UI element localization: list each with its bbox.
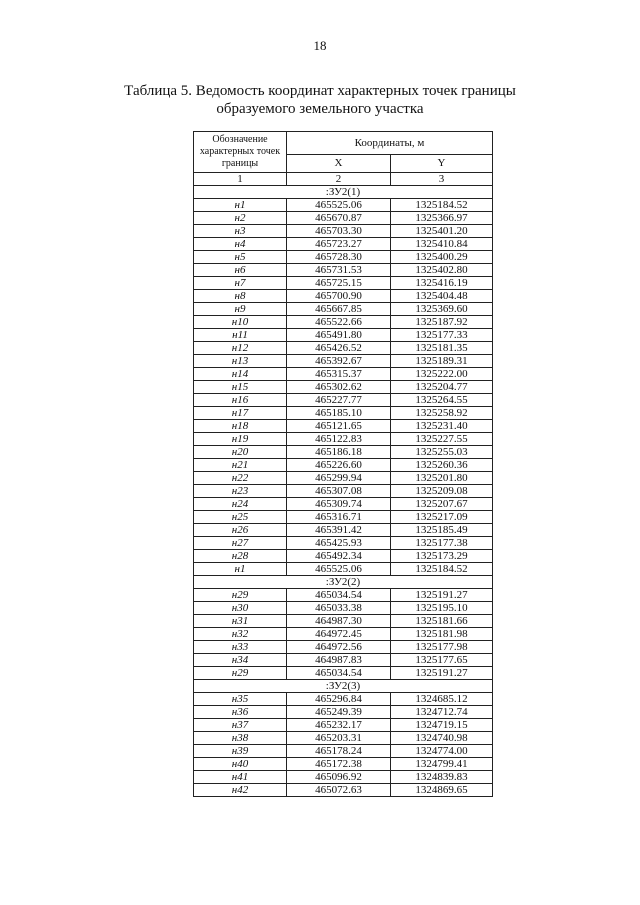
section-label: :ЗУ2(3) (194, 680, 493, 693)
table-row (194, 641, 493, 654)
point-label-cell: н2 (194, 212, 287, 225)
x-coordinate-cell: 465122.83 (287, 433, 391, 446)
point-label-cell: н42 (194, 784, 287, 797)
y-coordinate-cell: 1325401.20 (391, 225, 493, 238)
point-label-cell: н21 (194, 459, 287, 472)
table-row (194, 615, 493, 628)
x-coordinate-cell: 465227.77 (287, 394, 391, 407)
point-label-cell: н13 (194, 355, 287, 368)
x-coordinate-cell: 465491.80 (287, 329, 391, 342)
table-header (194, 132, 493, 186)
y-coordinate-cell: 1325369.60 (391, 303, 493, 316)
y-coordinate-cell: 1325191.27 (391, 589, 493, 602)
y-coordinate-cell: 1325187.92 (391, 316, 493, 329)
x-coordinate-cell: 465309.74 (287, 498, 391, 511)
table-row (194, 745, 493, 758)
x-coordinate-cell: 465203.31 (287, 732, 391, 745)
table-row (194, 355, 493, 368)
x-coordinate-cell: 465391.42 (287, 524, 391, 537)
x-coordinate-cell: 465728.30 (287, 251, 391, 264)
y-coordinate-cell: 1325181.98 (391, 628, 493, 641)
y-coordinate-cell: 1325416.19 (391, 277, 493, 290)
y-coordinate-cell: 1324712.74 (391, 706, 493, 719)
table-row (194, 719, 493, 732)
x-coordinate-cell: 465302.62 (287, 381, 391, 394)
x-coordinate-cell: 465186.18 (287, 446, 391, 459)
point-label-cell: н16 (194, 394, 287, 407)
x-coordinate-cell: 465299.94 (287, 472, 391, 485)
point-label-cell: н24 (194, 498, 287, 511)
table-row (194, 290, 493, 303)
x-coordinate-cell: 465034.54 (287, 589, 391, 602)
table-row (194, 368, 493, 381)
table-row (194, 446, 493, 459)
table-row (194, 264, 493, 277)
table-row (194, 329, 493, 342)
y-coordinate-cell: 1325181.66 (391, 615, 493, 628)
x-coordinate-cell: 465316.71 (287, 511, 391, 524)
y-coordinate-cell: 1324685.12 (391, 693, 493, 706)
y-coordinate-cell: 1325366.97 (391, 212, 493, 225)
table-row (194, 303, 493, 316)
y-coordinate-cell: 1325181.35 (391, 342, 493, 355)
x-coordinate-cell: 464987.83 (287, 654, 391, 667)
table-title-line-2: образуемого земельного участка (216, 101, 424, 117)
point-label-cell: н34 (194, 654, 287, 667)
table-row (194, 485, 493, 498)
point-label-cell: н6 (194, 264, 287, 277)
x-coordinate-cell: 465178.24 (287, 745, 391, 758)
point-label-cell: н8 (194, 290, 287, 303)
point-label-cell: н20 (194, 446, 287, 459)
y-coordinate-cell: 1324740.98 (391, 732, 493, 745)
y-coordinate-cell: 1325191.27 (391, 667, 493, 680)
point-label-cell: н30 (194, 602, 287, 615)
y-coordinate-cell: 1325264.55 (391, 394, 493, 407)
table-title (0, 82, 640, 118)
point-label-cell: н25 (194, 511, 287, 524)
y-coordinate-cell: 1325227.55 (391, 433, 493, 446)
x-coordinate-cell: 465033.38 (287, 602, 391, 615)
section-row (194, 680, 493, 693)
y-coordinate-cell: 1324839.83 (391, 771, 493, 784)
table-row (194, 433, 493, 446)
y-coordinate-cell: 1325410.84 (391, 238, 493, 251)
table-row (194, 667, 493, 680)
y-coordinate-cell: 1325201.80 (391, 472, 493, 485)
header-col-number: 1 (194, 173, 287, 186)
table-row (194, 589, 493, 602)
y-coordinate-cell: 1325184.52 (391, 199, 493, 212)
x-coordinate-cell: 465307.08 (287, 485, 391, 498)
point-label-cell: н19 (194, 433, 287, 446)
table-row (194, 550, 493, 563)
y-coordinate-cell: 1325400.29 (391, 251, 493, 264)
table-row (194, 784, 493, 797)
x-coordinate-cell: 465425.93 (287, 537, 391, 550)
y-coordinate-cell: 1325173.29 (391, 550, 493, 563)
x-coordinate-cell: 465034.54 (287, 667, 391, 680)
point-label-cell: н29 (194, 667, 287, 680)
table-row (194, 199, 493, 212)
point-label-cell: н18 (194, 420, 287, 433)
x-coordinate-cell: 465072.63 (287, 784, 391, 797)
header-point-label: Обозначение характерных точек границы (194, 132, 287, 173)
x-coordinate-cell: 465525.06 (287, 199, 391, 212)
table-row (194, 498, 493, 511)
table-row (194, 602, 493, 615)
x-coordinate-cell: 465522.66 (287, 316, 391, 329)
header-coords-label: Координаты, м (287, 132, 493, 155)
point-label-cell: н4 (194, 238, 287, 251)
x-coordinate-cell: 465296.84 (287, 693, 391, 706)
table-body (194, 186, 493, 797)
point-label-cell: н32 (194, 628, 287, 641)
y-coordinate-cell: 1325207.67 (391, 498, 493, 511)
point-label-cell: н39 (194, 745, 287, 758)
x-coordinate-cell: 465426.52 (287, 342, 391, 355)
table-title-line-1: Таблица 5. Ведомость координат характерных точек границы (124, 83, 516, 99)
point-label-cell: н29 (194, 589, 287, 602)
x-coordinate-cell: 465096.92 (287, 771, 391, 784)
section-row (194, 186, 493, 199)
point-label-cell: н23 (194, 485, 287, 498)
y-coordinate-cell: 1325189.31 (391, 355, 493, 368)
point-label-cell: н37 (194, 719, 287, 732)
point-label-cell: н1 (194, 199, 287, 212)
y-coordinate-cell: 1324869.65 (391, 784, 493, 797)
point-label-cell: н15 (194, 381, 287, 394)
table-row (194, 693, 493, 706)
table-row (194, 225, 493, 238)
point-label-cell: н31 (194, 615, 287, 628)
header-y-label: Y (391, 154, 493, 172)
y-coordinate-cell: 1325185.49 (391, 524, 493, 537)
x-coordinate-cell: 465492.34 (287, 550, 391, 563)
point-label-cell: н36 (194, 706, 287, 719)
point-label-cell: н33 (194, 641, 287, 654)
y-coordinate-cell: 1325177.65 (391, 654, 493, 667)
table-row (194, 563, 493, 576)
table-row (194, 706, 493, 719)
y-coordinate-cell: 1325184.52 (391, 563, 493, 576)
point-label-cell: н12 (194, 342, 287, 355)
table-row (194, 654, 493, 667)
table-row (194, 238, 493, 251)
x-coordinate-cell: 465185.10 (287, 407, 391, 420)
table-row (194, 472, 493, 485)
x-coordinate-cell: 464972.56 (287, 641, 391, 654)
point-label-cell: н28 (194, 550, 287, 563)
table-row (194, 524, 493, 537)
x-coordinate-cell: 465670.87 (287, 212, 391, 225)
point-label-cell: н17 (194, 407, 287, 420)
y-coordinate-cell: 1325177.98 (391, 641, 493, 654)
table-row (194, 459, 493, 472)
point-label-cell: н41 (194, 771, 287, 784)
table-row (194, 420, 493, 433)
x-coordinate-cell: 465172.38 (287, 758, 391, 771)
x-coordinate-cell: 464972.45 (287, 628, 391, 641)
table-row (194, 771, 493, 784)
x-coordinate-cell: 465731.53 (287, 264, 391, 277)
table-row (194, 394, 493, 407)
table-row (194, 758, 493, 771)
y-coordinate-cell: 1325217.09 (391, 511, 493, 524)
point-label-cell: н7 (194, 277, 287, 290)
y-coordinate-cell: 1325204.77 (391, 381, 493, 394)
y-coordinate-cell: 1325209.08 (391, 485, 493, 498)
point-label-cell: н26 (194, 524, 287, 537)
section-row (194, 576, 493, 589)
point-label-cell: н11 (194, 329, 287, 342)
table-row (194, 511, 493, 524)
point-label-cell: н10 (194, 316, 287, 329)
y-coordinate-cell: 1325402.80 (391, 264, 493, 277)
x-coordinate-cell: 465725.15 (287, 277, 391, 290)
table-row (194, 407, 493, 420)
y-coordinate-cell: 1325177.38 (391, 537, 493, 550)
point-label-cell: н38 (194, 732, 287, 745)
y-coordinate-cell: 1325222.00 (391, 368, 493, 381)
point-label-cell: н1 (194, 563, 287, 576)
point-label-cell: н35 (194, 693, 287, 706)
table-row (194, 537, 493, 550)
point-label-cell: н3 (194, 225, 287, 238)
table-row (194, 316, 493, 329)
table-row (194, 342, 493, 355)
y-coordinate-cell: 1325195.10 (391, 602, 493, 615)
section-label: :ЗУ2(2) (194, 576, 493, 589)
table-row (194, 381, 493, 394)
x-coordinate-cell: 465700.90 (287, 290, 391, 303)
point-label-cell: н5 (194, 251, 287, 264)
x-coordinate-cell: 465723.27 (287, 238, 391, 251)
x-coordinate-cell: 465121.65 (287, 420, 391, 433)
x-coordinate-cell: 465232.17 (287, 719, 391, 732)
header-col-number: 3 (391, 173, 493, 186)
header-x-label: X (287, 154, 391, 172)
table-row (194, 628, 493, 641)
x-coordinate-cell: 465525.06 (287, 563, 391, 576)
x-coordinate-cell: 465667.85 (287, 303, 391, 316)
y-coordinate-cell: 1324774.00 (391, 745, 493, 758)
header-col-number: 2 (287, 173, 391, 186)
table-row (194, 212, 493, 225)
point-label-cell: н22 (194, 472, 287, 485)
table-row (194, 732, 493, 745)
point-label-cell: н40 (194, 758, 287, 771)
y-coordinate-cell: 1325255.03 (391, 446, 493, 459)
y-coordinate-cell: 1325404.48 (391, 290, 493, 303)
x-coordinate-cell: 465703.30 (287, 225, 391, 238)
point-label-cell: н14 (194, 368, 287, 381)
table-row (194, 251, 493, 264)
point-label-cell: н9 (194, 303, 287, 316)
coordinates-table (193, 131, 493, 797)
y-coordinate-cell: 1325260.36 (391, 459, 493, 472)
x-coordinate-cell: 465226.60 (287, 459, 391, 472)
y-coordinate-cell: 1324719.15 (391, 719, 493, 732)
x-coordinate-cell: 465249.39 (287, 706, 391, 719)
table-row (194, 277, 493, 290)
y-coordinate-cell: 1324799.41 (391, 758, 493, 771)
x-coordinate-cell: 465315.37 (287, 368, 391, 381)
y-coordinate-cell: 1325258.92 (391, 407, 493, 420)
x-coordinate-cell: 465392.67 (287, 355, 391, 368)
point-label-cell: н27 (194, 537, 287, 550)
page-number: 18 (313, 38, 327, 53)
y-coordinate-cell: 1325231.40 (391, 420, 493, 433)
section-label: :ЗУ2(1) (194, 186, 493, 199)
y-coordinate-cell: 1325177.33 (391, 329, 493, 342)
x-coordinate-cell: 464987.30 (287, 615, 391, 628)
